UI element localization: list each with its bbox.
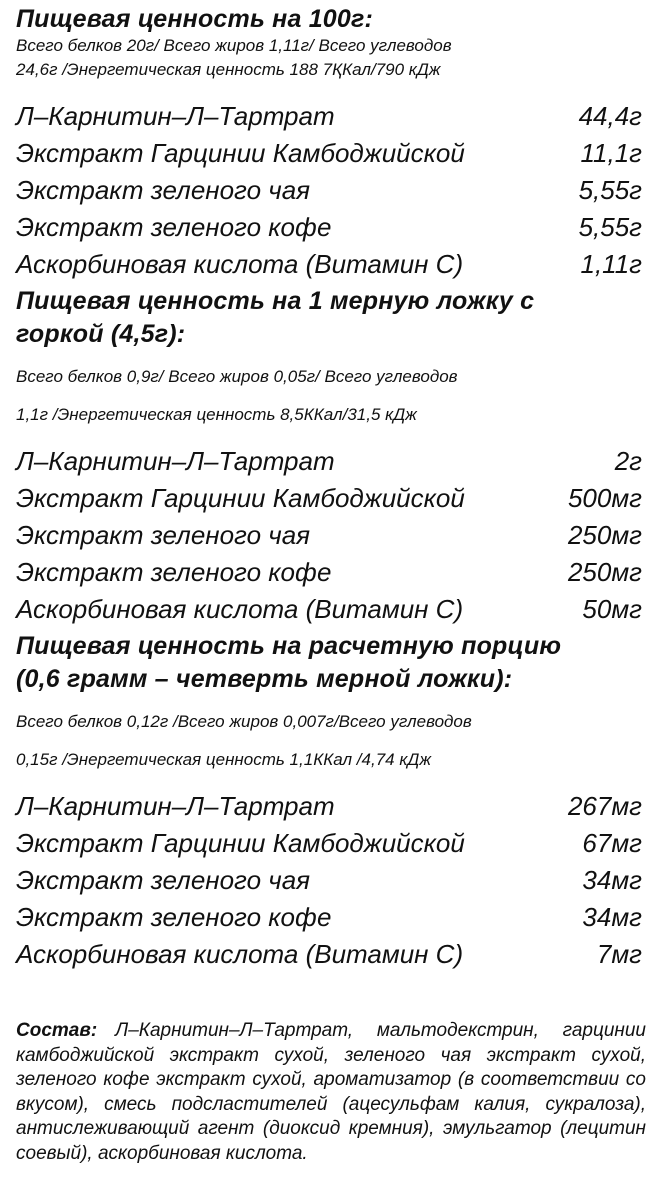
ingredient-value: 67мг [582, 827, 642, 858]
ingredient-name: Экстракт зеленого чая [16, 864, 311, 895]
table-row [16, 788, 646, 825]
table-row [16, 825, 646, 862]
ingredient-value: 2г [614, 445, 642, 476]
summary-line: 24,6г /Энергетическая ценность 188 7ҚКал/790 кДж [16, 60, 441, 79]
ingredient-name: Экстракт зеленого кофе [16, 556, 332, 587]
table-row [16, 246, 646, 283]
table-row [16, 936, 646, 973]
ingredient-value: 50мг [582, 593, 642, 624]
table-row [16, 443, 646, 480]
ingredient-name: Аскорбиновая кислота (Витамин С) [16, 593, 464, 624]
ingredient-value: 34мг [582, 901, 642, 932]
table-row [16, 172, 646, 209]
table-row [16, 591, 646, 628]
ingredient-value: 7мг [596, 938, 642, 969]
ingredient-name: Аскорбиновая кислота (Витамин С) [16, 248, 464, 279]
ingredient-name: Экстракт Гарцинии Камбоджийской [16, 482, 465, 513]
section-heading: Пищевая ценность на 1 мерную ложку с [16, 287, 535, 315]
ingredient-value: 500мг [567, 482, 642, 513]
section-heading: Пищевая ценность на 100г: [16, 5, 374, 33]
table-row [16, 517, 646, 554]
summary-line: Всего белков 0,9г/ Всего жиров 0,05г/ Всего углеводов [16, 367, 458, 386]
section-per-100g [16, 0, 646, 283]
section-per-serving [16, 628, 646, 973]
ingredient-name: Экстракт Гарцинии Камбоджийской [16, 827, 465, 858]
ingredient-name: Л–Карнитин–Л–Тартрат [16, 790, 335, 821]
ingredient-name: Экстракт зеленого чая [16, 519, 311, 550]
ingredient-table [16, 443, 646, 628]
ingredient-name: Экстракт Гарцинии Камбоджийской [16, 137, 465, 168]
composition-text: Л–Карнитин–Л–Тартрат, мальтодекстрин, гарцинии камбоджийской экстракт сухой, зеленого чая экстракт сухой, зеленого кофе экстракт сухой, ароматизатор (в соответствии со вкусом), смесь подсластителей (ацесульфам калия, сукралоза), антислеживающий агент (диоксид кремния), эмульгатор (лецитин соевый), аскорбиновая кислота. [16, 1020, 646, 1164]
table-row [16, 554, 646, 591]
ingredient-table [16, 98, 646, 283]
ingredient-name: Л–Карнитин–Л–Тартрат [16, 445, 335, 476]
table-row [16, 98, 646, 135]
table-row [16, 209, 646, 246]
ingredient-value: 250мг [567, 519, 642, 550]
composition-label: Состав: [16, 1020, 98, 1041]
ingredient-value: 250мг [567, 556, 642, 587]
ingredient-name: Аскорбиновая кислота (Витамин С) [16, 938, 464, 969]
ingredient-value: 34мг [582, 864, 642, 895]
ingredient-name: Л–Карнитин–Л–Тартрат [16, 100, 335, 131]
section-heading: (0,6 грамм – четверть мерной ложки): [16, 665, 513, 693]
ingredient-name: Экстракт зеленого кофе [16, 901, 332, 932]
summary-line: Всего белков 0,12г /Всего жиров 0,007г/Всего углеводов [16, 712, 472, 731]
ingredient-value: 5,55г [578, 174, 642, 205]
summary-line: 1,1г /Энергетическая ценность 8,5ККал/31,5 кДж [16, 405, 417, 424]
ingredient-value: 1,11г [580, 248, 642, 279]
ingredient-value: 5,55г [578, 211, 642, 242]
ingredient-value: 11,1г [580, 137, 642, 168]
ingredient-value: 267мг [567, 790, 642, 821]
table-row [16, 135, 646, 172]
table-row [16, 480, 646, 517]
ingredient-name: Экстракт зеленого кофе [16, 211, 332, 242]
ingredient-name: Экстракт зеленого чая [16, 174, 311, 205]
ingredient-table [16, 788, 646, 973]
section-per-scoop [16, 283, 646, 628]
section-heading: горкой (4,5г): [16, 320, 186, 348]
table-row [16, 862, 646, 899]
table-row [16, 899, 646, 936]
composition-paragraph [16, 1019, 646, 1166]
section-heading: Пищевая ценность на расчетную порцию [16, 632, 562, 660]
summary-line: Всего белков 20г/ Всего жиров 1,11г/ Всего углеводов [16, 36, 452, 55]
ingredient-value: 44,4г [578, 100, 642, 131]
summary-line: 0,15г /Энергетическая ценность 1,1ККал /4,74 кДж [16, 750, 432, 769]
